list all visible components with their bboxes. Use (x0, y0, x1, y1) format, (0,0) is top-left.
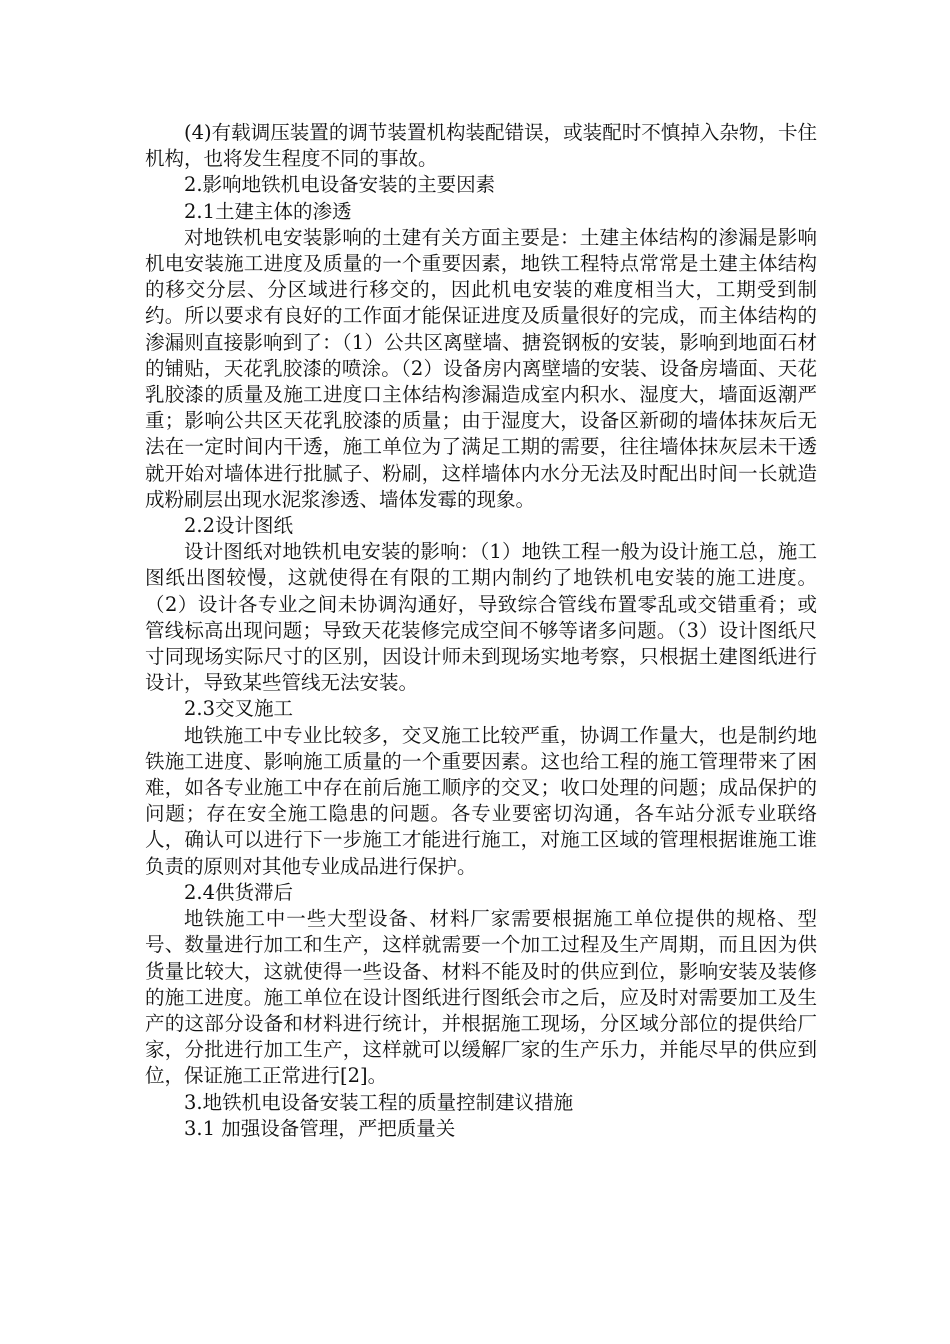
body-paragraph: 地铁施工中专业比较多，交叉施工比较严重，协调工作量大，也是制约地铁施工进度、影响施工质量的一个重要因素。这也给工程的施工管理带来了困难，如各专业施工中存在前后施工顺序的交叉；收口处理的问题；成品保护的问题；存在安全施工隐患的问题。各专业要密切沟通，各车站分派专业联络人，确认可以进行下一步施工才能进行施工，对施工区域的管理根据谁施工谁负责的原则对其他专业成品进行保护。 (145, 723, 817, 878)
body-paragraph: 对地铁机电安装影响的土建有关方面主要是：土建主体结构的渗漏是影响机电安装施工进度及质量的一个重要因素，地铁工程特点常常是土建主体结构的移交分层、分区域进行移交的，因此机电安装的难度相当大，工期受到制约。所以要求有良好的工作面才能保证进度及质量很好的完成，而主体结构的渗漏则直接影响到了：（1）公共区离壁墙、搪瓷钢板的安装，影响到地面石材的铺贴，天花乳胶漆的喷涂。（2）设备房内离壁墙的安装、设备房墙面、天花乳胶漆的质量及施工进度口主体结构渗漏造成室内积水、湿度大，墙面返潮严重；影响公共区天花乳胶漆的质量；由于湿度大，设备区新砌的墙体抹灰后无法在一定时间内干透，施工单位为了满足工期的需要，往往墙体抹灰层未干透就开始对墙体进行批腻子、粉刷，这样墙体内水分无法及时配出时间一长就造成粉刷层出现水泥浆渗透、墙体发霉的现象。 (145, 225, 817, 511)
section-heading: 3.地铁机电设备安装工程的质量控制建议措施 (184, 1090, 574, 1114)
body-paragraph: 设计图纸对地铁机电安装的影响：（1）地铁工程一般为设计施工总，施工图纸出图较慢，这就使得在有限的工期内制约了地铁机电安装的施工进度。（2）设计各专业之间未协调沟通好，导致综合管线布置零乱或交错重肴；或管线标高出现问题；导致天花装修完成空间不够等诸多问题。（3）设计图纸尺寸同现场实际尺寸的区别，因设计师未到现场实地考察，只根据土建图纸进行设计，导致某些管线无法安装。 (145, 540, 817, 695)
body-paragraph: 地铁施工中一些大型设备、材料厂家需要根据施工单位提供的规格、型号、数量进行加工和生产，这样就需要一个加工过程及生产周期，而且因为供货量比较大，这就使得一些设备、材料不能及时的供应到位，影响安装及装修的施工进度。施工单位在设计图纸进行图纸会市之后，应及时对需要加工及生产的这部分设备和材料进行统计，并根据施工现场，分区域分部位的提供给厂家，分批进行加工生产，这样就可以缓解厂家的生产乐力，并能尽早的供应到位，保证施工正常进行[2]。 (145, 907, 817, 1088)
subsection-heading: 2.2设计图纸 (184, 514, 294, 538)
body-paragraph: (4)有载调压装置的调节装置机构装配错误，或装配时不慎掉入杂物，卡住机构，也将发生程度不同的事故。 (145, 121, 817, 171)
section-heading: 2.影响地铁机电设备安装的主要因素 (184, 173, 496, 197)
document-page (145, 120, 817, 1142)
subsection-heading: 3.1 加强设备管理，严把质量关 (184, 1116, 456, 1140)
subsection-heading: 2.4供货滞后 (184, 880, 294, 904)
subsection-heading: 2.3交叉施工 (184, 697, 294, 721)
subsection-heading: 2.1土建主体的渗透 (184, 199, 352, 223)
